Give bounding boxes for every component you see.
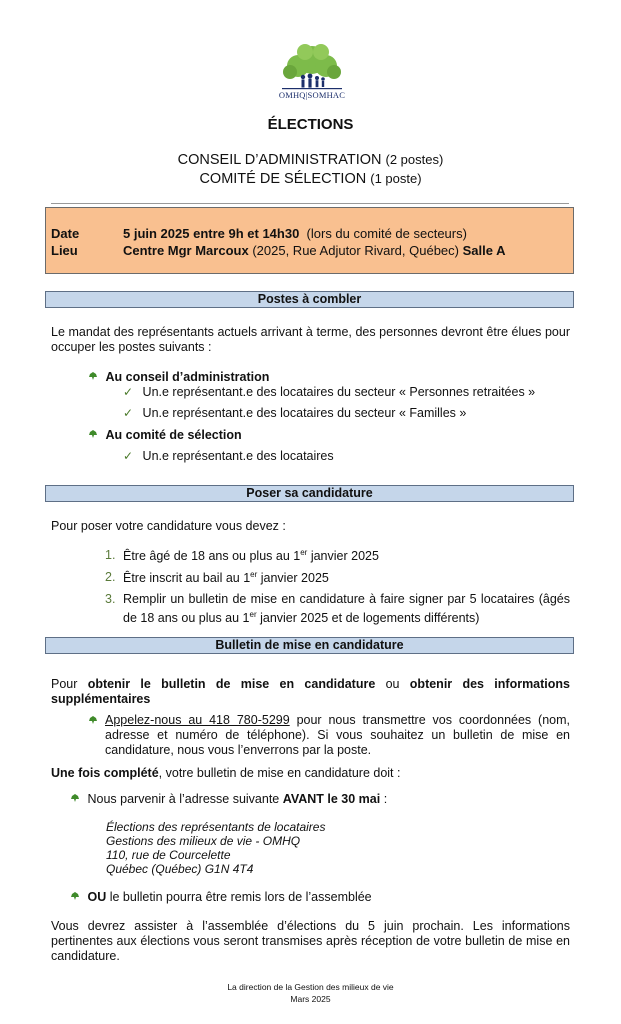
board-title: CONSEIL D’ADMINISTRATION <box>177 152 382 168</box>
divider <box>51 203 569 204</box>
list-item: ✓ Un.e représentant.e des locataires du secteur « Personnes retraitées » <box>123 385 536 399</box>
footer-line: Mars 2025 <box>290 994 331 1004</box>
checkmark-icon: ✓ <box>123 385 134 399</box>
completed-line: Une fois complété, votre bulletin de mise en candidature doit : <box>51 766 401 780</box>
postes-intro: Le mandat des représentants actuels arrivant à terme, des personnes devront être élues pour occuper les postes suivants : <box>51 325 570 354</box>
list-item: OU le bulletin pourra être remis lors de l’assemblée <box>70 890 372 904</box>
tree-canopy <box>283 44 341 79</box>
list-number: 1. <box>105 548 116 562</box>
leaf-bullet-icon <box>88 429 98 439</box>
place-value: Centre Mgr Marcoux (2025, Rue Adjutor Rivard, Québec) Salle A <box>123 243 506 258</box>
bulletin-intro: Pour obtenir le bulletin de mise en candidature ou obtenir des informations supplémentaires <box>51 677 570 706</box>
phone-link[interactable]: Appelez-nous au 418 780-5299 <box>105 713 290 727</box>
address-line: 110, rue de Courcelette <box>106 848 231 862</box>
checkmark-icon: ✓ <box>123 449 134 463</box>
board-seats: (2 postes) <box>385 152 444 167</box>
closing-paragraph: Vous devrez assister à l’assemblée d’élections du 5 juin prochain. Les informations pertinentes aux élections vous seront transmises après réception de votre bulletin de mise en candidature. <box>51 919 570 963</box>
address-line: Élections des représentants de locataires <box>106 820 326 834</box>
list-item: ✓ Un.e représentant.e des locataires <box>123 449 334 463</box>
list-item: 2. Être inscrit au bail au 1er janvier 2025 <box>105 570 329 586</box>
list-item <box>88 370 269 384</box>
leaf-bullet-icon <box>70 793 80 803</box>
list-item: 3. Remplir un bulletin de mise en candidature à faire signer par 5 locataires (âgés de 18 ans ou plus au 1er janvier 2025 et de logements différents) <box>105 592 570 626</box>
leaf-bullet-icon <box>88 371 98 381</box>
list-item <box>88 428 242 442</box>
committee-seats: (1 poste) <box>370 171 422 186</box>
leaf-bullet-icon <box>88 715 98 725</box>
page-title: ÉLECTIONS <box>267 116 354 133</box>
footer-line: La direction de la Gestion des milieux de vie <box>227 982 394 992</box>
date-label: Date <box>51 226 80 241</box>
checkmark-icon: ✓ <box>123 406 134 420</box>
mailing-address <box>106 820 325 876</box>
address-line: Québec (Québec) G1N 4T4 <box>106 862 254 876</box>
subheading-board <box>0 152 621 168</box>
leaf-bullet-icon <box>70 891 80 901</box>
place-label: Lieu <box>51 243 78 258</box>
event-info-box <box>45 207 574 274</box>
group-board: Au conseil d’administration <box>105 370 270 384</box>
date-value: 5 juin 2025 entre 9h et 14h30 (lors du comité de secteurs) <box>123 226 467 241</box>
section-bulletin-heading: Bulletin de mise en candidature <box>45 637 574 654</box>
list-item: ✓ Un.e représentant.e des locataires du secteur « Familles » <box>123 406 467 420</box>
footer <box>0 981 621 1005</box>
section-candidature-heading: Poser sa candidature <box>45 485 574 502</box>
candidature-intro: Pour poser votre candidature vous devez : <box>51 519 286 533</box>
section-postes-heading: Postes à combler <box>45 291 574 308</box>
address-line: Gestions des milieux de vie - OMHQ <box>106 834 301 848</box>
list-item: Nous parvenir à l’adresse suivante AVANT le 30 mai : <box>70 792 387 806</box>
group-committee: Au comité de sélection <box>105 428 242 442</box>
list-item: 1. Être âgé de 18 ans ou plus au 1er janvier 2025 <box>105 548 379 564</box>
logo-text: OMHQ|SOMHAC <box>278 90 346 100</box>
subheading-committee <box>0 171 621 187</box>
list-number: 2. <box>105 570 116 584</box>
committee-title: COMITÉ DE SÉLECTION <box>199 171 367 187</box>
list-number: 3. <box>105 592 116 606</box>
